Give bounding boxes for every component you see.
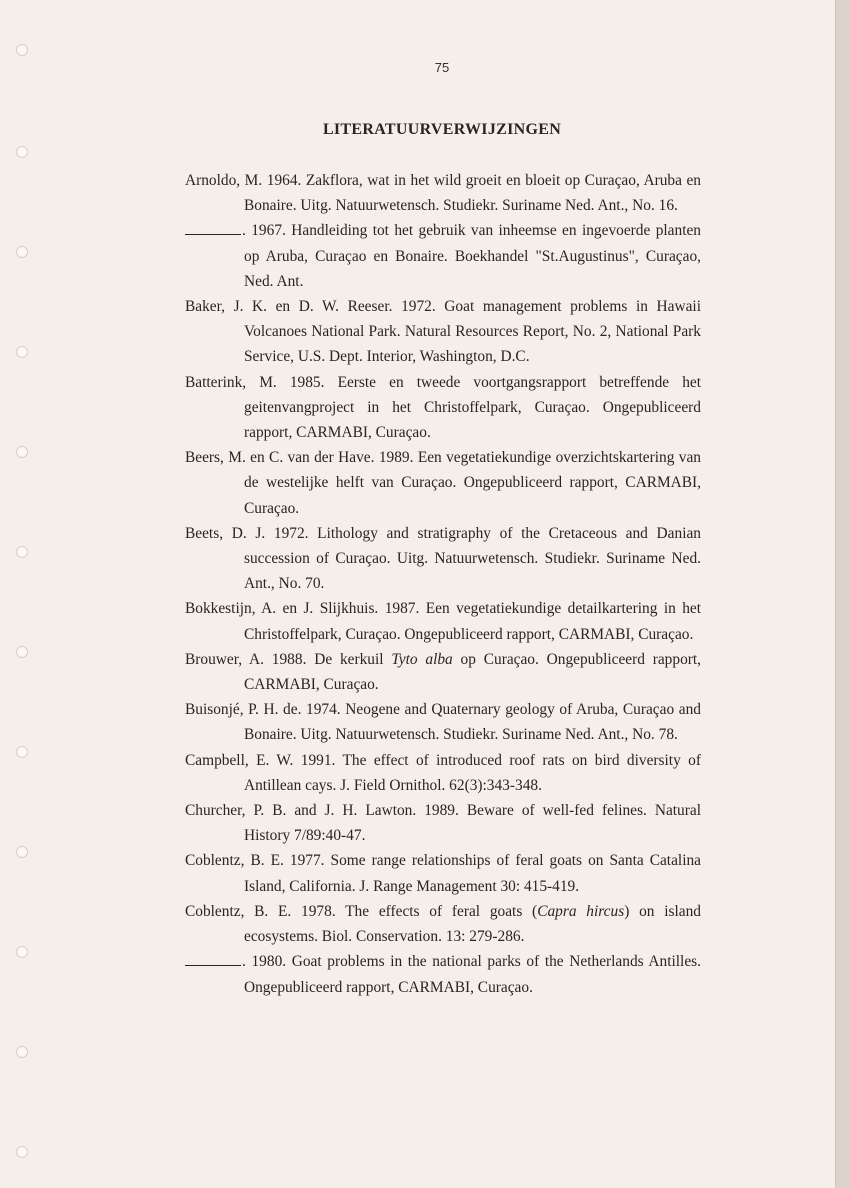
reference-author: Beers, M. en C. van der Have. [185,449,375,467]
reference-entry [185,168,701,218]
reference-text: 1964. Zakflora, wat in het wild groeit en bloeit op Curaçao, Aruba en Bonaire. Uitg. Natuurwetensch. Studiekr. Suriname Ned. Ant., No. 16. [244,172,702,215]
reference-text: 1988. De kerkuil [264,650,392,668]
reference-entry [185,218,701,294]
reference-entry [185,899,701,949]
reference-author: Baker, J. K. en D. W. Reeser. [185,298,393,316]
reference-text: 1991. The effect of introduced roof rats on bird diversity of Antillean cays. J. Field Ornithol. 62(3):343-348. [244,751,701,794]
punch-hole [16,446,28,458]
reference-author: Churcher, P. B. and J. H. Lawton. [185,802,417,820]
punch-hole [16,846,28,858]
reference-entry [185,848,701,898]
punch-hole [16,1046,28,1058]
reference-author: Coblentz, B. E. [185,852,284,870]
reference-italic: Tyto alba [391,650,453,668]
reference-entry [185,647,701,697]
reference-text: 1972. Lithology and stratigraphy of the Cretaceous and Danian succession of Curaçao. Uitg. Natuurwetensch. Studiekr. Suriname Ned. Ant., No. 70. [244,524,701,593]
reference-entry [185,370,701,446]
reference-author: Bokkestijn, A. en J. Slijkhuis. [185,600,379,618]
reference-author: Arnoldo, M. [185,172,263,189]
reference-text: 1989. Een vegetatiekundige overzichtskartering van de westelijke helft van Curaçao. Ongepubliceerd rapport, CARMABI, Curaçao. [244,449,701,517]
reference-text: 1977. Some range relationships of feral goats on Santa Catalina Island, California. J. Range Management 30: 415-419. [244,852,701,895]
reference-text: . 1967. Handleiding tot het gebruik van inheemse en ingevoerde planten op Aruba, Curaçao en Bonaire. Boekhandel "St.Augustinus", Curaçao, Ned. Ant. [242,222,701,290]
reference-text: ) on island ecosystems. Biol. Conservation. 13: 279-286. [244,902,701,946]
ditto-rule [185,964,241,966]
reference-entry [185,798,701,848]
reference-author: Coblentz, B. E. [185,902,292,920]
reference-italic: Capra hircus [537,902,625,920]
punch-hole [16,346,28,358]
reference-text: 1978. The effects of feral goats ( [291,902,538,920]
reference-text: 1989. Beware of well-fed felines. Natural History 7/89:40-47. [244,802,701,845]
ditto-rule [185,233,241,235]
reference-text: . 1980. Goat problems in the national parks of the Netherlands Antilles. Ongepubliceerd rapport, CARMABI, Curaçao. [242,953,701,996]
reference-entry [185,521,701,597]
punch-hole [16,146,28,158]
reference-entry [185,697,701,747]
reference-entry [185,949,701,999]
reference-author: Brouwer, A. [185,650,264,668]
punch-hole [16,1146,28,1158]
punch-hole [16,746,28,758]
punch-hole [16,546,28,558]
reference-author: Batterink, M. [185,373,277,391]
punch-hole [16,946,28,958]
reference-list [185,168,701,1000]
punch-hole [16,646,28,658]
punch-hole [16,44,28,56]
reference-author: Campbell, E. W. [185,751,294,769]
reference-text: 1987. Een vegetatiekundige detailkartering in het Christoffelpark, Curaçao. Ongepubliceerd rapport, CARMABI, Curaçao. [244,600,702,643]
page-title: LITERATUURVERWIJZINGEN [322,121,562,138]
reference-entry [185,294,701,370]
reference-entry [185,445,701,521]
page-edge [835,0,850,1188]
reference-entry [185,596,701,646]
reference-text: op Curaçao. Ongepubliceerd rapport, CARMABI, Curaçao. [244,650,702,694]
reference-author: Beets, D. J. [185,524,266,542]
reference-entry [185,748,701,798]
reference-text: 1985. Eerste en tweede voortgangsrapport betreffende het geitenvangproject in het Christoffelpark, Curaçao. Ongepubliceerd rapport, CARMABI, Curaçao. [244,373,702,442]
page-number: 75 [434,60,450,75]
reference-author: Buisonjé, P. H. de. [185,701,302,719]
reference-text: 1974. Neogene and Quaternary geology of Aruba, Curaçao and Bonaire. Uitg. Natuurwetensch. Studiekr. Suriname Ned. Ant., No. 78. [244,701,701,744]
punch-hole [16,246,28,258]
reference-text: 1972. Goat management problems in Hawaii Volcanoes National Park. Natural Resources Report, No. 2, National Park Service, U.S. Dept. Interior, Washington, D.C. [244,298,701,366]
